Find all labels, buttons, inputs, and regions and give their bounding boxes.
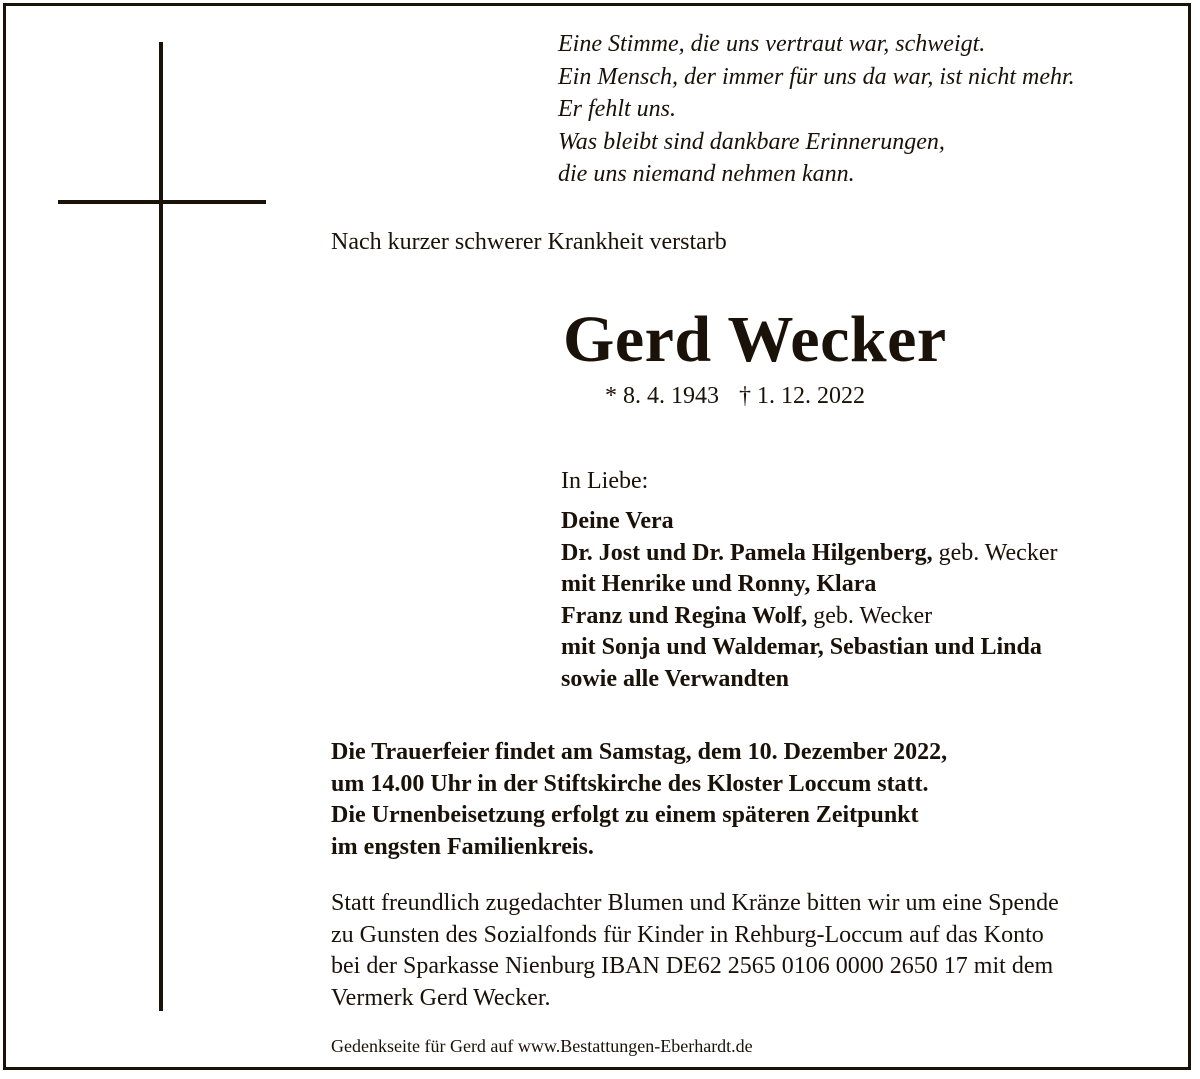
intro-text: Nach kurzer schwerer Krankheit verstarb <box>331 229 727 255</box>
poem-line: die uns niemand nehmen kann. <box>558 161 855 187</box>
poem-line: Eine Stimme, die uns vertraut war, schweigt. <box>558 31 986 57</box>
mourner-line <box>561 632 1057 664</box>
donation-line: bei der Sparkasse Nienburg IBAN DE62 2565 0106 0000 2650 17 mit dem <box>331 953 1054 979</box>
birth-date: * 8. 4. 1943 <box>605 383 719 409</box>
ceremony-line: Die Urnenbeisetzung erfolgt zu einem späteren Zeitpunkt <box>331 802 919 828</box>
memorial-page-note: Gedenkseite für Gerd auf www.Bestattungen-Eberhardt.de <box>331 1036 753 1056</box>
ceremony-info <box>331 737 947 863</box>
poem <box>558 28 1075 191</box>
mourner-names: mit Sonja und Waldemar, Sebastian und Linda <box>561 634 1042 660</box>
mourner-names: Dr. Jost und Dr. Pamela Hilgenberg, <box>561 539 933 566</box>
mourner-line <box>561 538 1057 570</box>
ceremony-line: im engsten Familienkreis. <box>331 833 594 860</box>
cross-icon-vertical-bar <box>159 42 163 1011</box>
mourner-names: Deine Vera <box>561 508 674 534</box>
love-label: In Liebe: <box>561 468 649 494</box>
death-date: † 1. 12. 2022 <box>739 383 865 409</box>
mourners-list <box>561 506 1057 695</box>
ceremony-line: Die Trauerfeier findet am Samstag, dem 10. Dezember 2022, <box>331 739 948 765</box>
donation-line: Statt freundlich zugedachter Blumen und Kränze bitten wir um eine Spende <box>331 890 1059 916</box>
poem-line: Was bleibt sind dankbare Erinnerungen, <box>558 128 945 155</box>
mourner-names: mit Henrike und Ronny, Klara <box>561 571 877 597</box>
mourner-names: sowie alle Verwandten <box>561 665 789 692</box>
donation-line: Vermerk Gerd Wecker. <box>331 984 551 1011</box>
mourner-line <box>561 506 1057 538</box>
ceremony-line: um 14.00 Uhr in der Stiftskirche des Kloster Loccum statt. <box>331 770 929 797</box>
poem-line: Er fehlt uns. <box>558 96 676 122</box>
donation-line: zu Gunsten des Sozialfonds für Kinder in Rehburg-Loccum auf das Konto <box>331 921 1044 948</box>
mourner-maiden-name: geb. Wecker <box>807 602 933 629</box>
mourner-line <box>561 664 1057 696</box>
deceased-name: Gerd Wecker <box>563 303 947 376</box>
mourner-line <box>561 601 1057 633</box>
poem-line: Ein Mensch, der immer für uns da war, ist nicht mehr. <box>558 63 1075 90</box>
mourner-line <box>561 569 1057 601</box>
mourner-maiden-name: geb. Wecker <box>932 539 1058 566</box>
mourner-names: Franz und Regina Wolf, <box>561 602 808 629</box>
life-dates <box>605 380 865 412</box>
cross-icon-horizontal-bar <box>58 200 266 204</box>
donation-info <box>331 888 1059 1014</box>
